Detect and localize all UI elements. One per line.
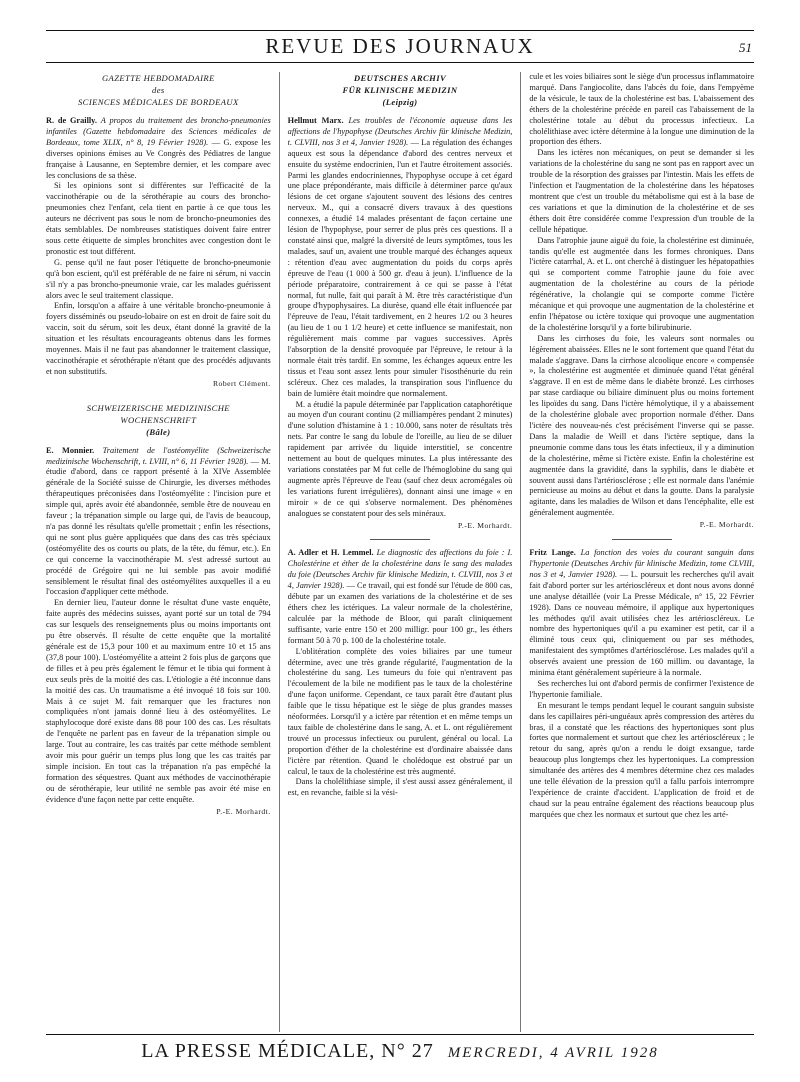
article-paragraph: Enfin, lorsqu'on a affaire à une véritable broncho-pneumonie à foyers disséminés ou pseudo-lobaire on est en droit de faire soit du vaccin, soit du sérum, soit les deux, étant donné la gravité de la situation et les résultats encourageants obtenus dans les formes moyennes. Mais il ne faut pas abandonner le traitement classique, vaccinothérapie et sérothérapie n'étant que des procédés adjuvants et non substitutifs.: [46, 301, 271, 376]
article-title: Traitement de l'ostéomyélite: [102, 445, 209, 455]
article-reference: (Gazette hebdomadaire des Sciences médicales de Bordeaux, tome XLIX, n° 8, 19 Février 1928).: [46, 126, 271, 147]
article-reference: (Deutsches Archiv für klinische Medizin, t. CLVIII, nos 3 et 4, Janvier 1928).: [287, 126, 513, 147]
article-paragraph: cule et les voies biliaires sont le siège d'un processus inflammatoire marqué. Dans l'angiocolite, dans l'abcès du foie, dans l'empyème de la vésicule, le taux de la cholestérine est bas. L'abaissement des éthers de la cholestérine précède en pareil cas l'abaissement de la cholestérine totale au début du processus infectieux. La cholélithiase avec ictère détermine à la longue une diminution de la proportion des éthers.: [529, 72, 755, 147]
article-paragraph: En mesurant le temps pendant lequel le courant sanguin subsiste dans les capillaires péri-unguéaux après compression des artères du bras, il a constaté que les réactions des hypertoniques sont plus fortes que normalement et surtout que chez les artérioscléreux ; le retour du sang, après qu'on a rendu le doigt exsangue, tarde beaucoup plus longtemps chez les hypertoniques. La compression simultanée des artères des 4 membres détermine chez ces malades une telle élévation de la pression qu'il a fallu parfois interrompre l'expérience de crainte d'accident. L'application de froid et de chaud sur la peau entraîne également des réactions beaucoup plus marquées que chez les normaux et surtout que chez les arté-: [529, 700, 755, 819]
article-divider: [612, 539, 672, 540]
journal-heading-line: SCIENCES MÉDICALES DE BORDEAUX: [77, 97, 239, 107]
article-signature: P.-E. Morhardt.: [458, 520, 513, 530]
article-paragraph: Dans les ictères non mécaniques, on peut se demander si les variations de la cholestérine du sang ne sont pas en rapport avec un trouble de la résorption des graisses par l'intestin. Mais les effets de l'infection et l'augmentation de la cholestérine dans les hépatoses montrent que c'est un trouble du métabolisme qui est à la base de ces variations et que la diminution de la cholestérine et de ses éthers doit être considérée comme l'expression d'un trouble de la cellule hépatique.: [529, 148, 755, 234]
column-2: [279, 72, 513, 1032]
footer-date: MERCREDI, 4 AVRIL 1928: [447, 1045, 659, 1061]
article-author: E. Monnier.: [46, 445, 95, 455]
article-reference: (Deutsches Archiv für klinische Medizin, tome CLVIII, nos 3 et 4, Janvier 1928).: [529, 558, 755, 579]
article-signature: P.-E. Morhardt.: [216, 806, 271, 816]
article-text: — La régulation des échanges aqueux est sous la dépendance d'abord des centres nerveux et ensuite du système endocrinien, l'un et l'autre étroitement associés. Parmi les glandes endocriniennes, l'hypophyse occupe à cet égard une place prépondérante, mais difficile à déterminer parce qu'aux lésions de cet organe s'ajoutent souvent des lésions des centres nerveux. M., qui a consacré divers travaux à des questions connexes, a étudié 14 malades présentant de façon certaine une lésion de l'hypophyse, pour serrer de plus près ces questions. Il a constaté ainsi que, malgré la diversité de leurs symptômes, tous les malades, sauf un, avaient une trouble marqué des échanges aqueux : rétention d'eau avec augmentation du poids du corps après épreuve de l'eau (1 000 à 500 gr. d'eau à jeun). L'influence de la période préparatoire, contrairement à ce qui se passe à l'état normal, fut nulle, fait qui paraît à M. être très caractéristique d'un groupe d'hypophysaires. La diurèse, quand elle était influencée par l'épreuve de l'eau, l'était tardivement, en 2 heures 1/2 ou 3 heures (au lieu de 1 ou 1 1/2 heure) et cette influence se manifestait, non régulièrement mais comme par vagues successives. Après l'absorption de la densité provoquée par l'épreuve, le retour à la normale était très tardif. En somme, les échanges aqueux entre les tissus et l'eau sont assez lents pour simuler l'isosthénurie du rein scléreux. Chez ces malades, la transpiration sous l'influence du bain de lumière était moindre que normalement.: [287, 137, 513, 398]
page-footer: [46, 1040, 754, 1066]
journal-heading-line: WOCHENSCHRIFT: [120, 414, 197, 425]
column-3: [520, 72, 754, 1032]
footer-journal: LA PRESSE MÉDICALE, N° 27: [141, 1040, 434, 1062]
article-paragraph: Dans la cholélithiase simple, il s'est aussi assez généralement, il est, en revanche, faible si la vési-: [287, 777, 513, 798]
journal-heading-line: GAZETTE HEBDOMADAIRE: [101, 73, 215, 83]
page-number: 51: [739, 40, 752, 55]
article-paragraph: Ses recherches lui ont d'abord permis de confirmer l'existence de l'hypertonie familiale.: [529, 678, 755, 699]
article-signature: P.-E. Morhardt.: [699, 520, 755, 530]
article-text: — Ce travail, qui est fondé sur l'étude de 800 cas, débute par un examen des variations de la cholestérine et de ses éthers chez les ictériques. La valeur normale de la cholestérine, calculée par la méthode de Bloor, qui paraît cliniquement suffisante, varie entre 150 et 200 milligr. pour 100 gr., les éthers formant 50 à 70 p. 100 de la cholestérine totale.: [287, 581, 513, 645]
article-paragraph: [288, 116, 513, 400]
journal-heading-line: FÜR KLINISCHE MEDIZIN: [342, 85, 458, 95]
article-paragraph: Dans les cirrhoses du foie, les valeurs sont normales ou légèrement abaissées. Elles ne le sont fortement que quand l'état du malade s'aggrave. Dans la cirrhose alcoolique encore « compensée », la cholestérine est augmentée et diminuée quand l'état général s'aggrave. Il en est de même dans le diabète bronzé. Les cirrhoses par stase cardiaque ou biliaire diminuent plus ou moins fortement les lipoïdes du sang. Dans l'ictère hémolytique, il y a abaissement de la cholestérine globale avec proportion normale d'éther. Dans l'ictère des nouveau-nés c'est précisément l'inverse qui se passe. Dans la maladie de Weill et dans l'ictère septique, dans la pneumonie comme dans tous les états infectieux, il y a diminution de la cholestérine, même si l'ictère existe. Enfin la cholestérine est augmentée dans la gravidité, dans la syphilis, dans le diabète et souvent aussi dans l'artériosclérose ; elle est normale dans l'anémie pernicieuse au moins au début et dans la goutte. Dans la paralysie agitante, dans les maladies de Wilson et dans l'encéphalite, elle est généralement augmentée.: [529, 333, 755, 518]
article-author: R. de Grailly.: [46, 116, 97, 125]
page-title: REVUE DES JOURNAUX: [265, 34, 535, 58]
article-title: La fonction des voies du courant sanguin dans l'hypertonie: [529, 548, 755, 568]
article-text: — M. étudie d'abord, dans ce rapport présenté à la XIVe Assemblée générale de la Société suisse de Chirurgie, les diverses méthodes thérapeutiques préconisées dans l'ostéomyélite : l'incision pure et simple qui, après avoir été abandonnée, semble être de nouveau en faveur ; la trépanation simple ou large qui, de l'avis de beaucoup, n'a pas donné les résultats qu'elle promettait ; enfin les résections, qui ne sont plus guère appliquées que dans des cas très spéciaux (ostéomyélite des os courts ou plats, de la tête, du fémur, etc.). En ce qui concerne la vaccinothérapie M. s'est adressé surtout au procédé de Grégoire qui ne lui semble pas avoir modifié sensiblement le résultat final des ostéomyélites auxquelles il a eu l'occasion d'appliquer cette méthode.: [46, 456, 271, 597]
journal-heading-line: DEUTSCHES ARCHIV: [353, 73, 447, 83]
article-paragraph: L'oblitération complète des voies biliaires par une tumeur détermine, avec une très grande régularité, l'augmentation de la cholestérine du sang. Les tumeurs du foie qui n'entravent pas l'écoulement de la bile ne modifient pas le taux de la cholestérine d'une façon uniforme. Cependant, ce taux paraît être d'autant plus faible que le tissu hépatique est le siège de plus grandes masses néoformées. Lorsqu'il y a ictère par rétention et en même temps un taux faible de cholestérine dans le sang, A. et L. ont régulièrement trouvé un processus infectieux ou purulent, général ou local. La proportion d'éther de la cholestérine est d'ordinaire abaissée dans l'ictère par rétention. Quand le cholédoque est obstrué par un calcul, le taux de la cholestérine est très augmenté.: [287, 646, 513, 776]
article-paragraph: En dernier lieu, l'auteur donne le résultat d'une vaste enquête, faite auprès des médecins suisses, ayant porté sur un total de 794 cas sur lesquels des renseignements plus ou moins importants ont pu être observés. Il résulte de cette enquête que la mortalité générale est de 15,3 pour 100 et au maximum entre 10 et 15 ans (37,8 pour 100). L'ostéomyélite a atteint 2 fois plus de garçons que de filles et à peu près également le fémur et le tibia qui forment à eux seuls près de la moitié des cas. L'étiologie a été inconnue dans la moitié des cas. Un traumatisme a été invoqué 18 fois sur 100. Mais à ce sujet M. fait remarquer que les fractures non compliquées n'ont jamais donné lieu à des ostéomyélites. Le staphylocoque doré existe dans 88 pour 100 des cas. Les résultats de l'enquête ne parlent pas en faveur de la trépanation simple ou large. Tout au contraire, les cas traités par cette méthode semblent avoir mis pour guérir un temps plus long que les cas traités par simple incision. En tout cas la trépanation n'a pas empêché la formation des séquestres. Quant aux méthodes de vaccinothérapie ou de sérothérapie, leur utilité ne semble pas avoir été mise en évidence d'une façon nette par cette enquête.: [46, 598, 271, 804]
article-title: Les troubles de l'économie aqueuse dans les affections de l'hypophyse: [287, 116, 513, 136]
article-paragraph: Si les opinions sont si différentes sur l'efficacité de la vaccinothérapie ou de la sérothérapie au cours des broncho-pneumonies chez l'enfant, cela tient en partie à ce que tous les auteurs ne décrivent pas sous le nom de broncho-pneumonies des états semblables. De nombreuses statistiques doivent faire entrer sous cette étiquette de simples bronchites avec congestion dont le pronostic est tout différent.: [46, 181, 271, 256]
journal-heading-deutsches-archiv: [288, 72, 513, 108]
article-text: — L. poursuit les recherches qu'il avait fait d'abord porter sur les artérioscléreux et dont nous avons donné une analyse détaillée (voir La Presse Médicale, n° 15, 22 Février 1928). Dans ce nouveau mémoire, il applique aux hypertoniques les méthodes qu'il avait utilisées chez les artérioscléreux. Le nombre des hypertoniques qu'il a pu examiner est petit, car il a éliminé tous ceux qui, cliniquement ou par ses méthodes, manifestaient des symptômes d'artériosclérose. Les malades qu'il a observés avaient une pression de 160 millim. ou davantage, la minima étant généralement supérieure à la normale.: [529, 569, 755, 678]
article-reference: (Schweizerische medizinische Wochenschrift, t. LVIII, n° 6, 11 Février 1928).: [46, 445, 271, 466]
article-author: Hellmut Marx.: [287, 116, 344, 125]
article-paragraph: M. a étudié la papule déterminée par l'application cataphorétique au moyen d'un courant continu (2 milliampères pendant 2 minutes) d'une solution d'histamine à 1 : 10.000, sans noter de résultats très nets. Par contre le sang du lobule de l'oreille, au lieu de se diluer rapidement par arrivée du liquide interstitiel, se concentre nettement au bout de quelques minutes. La plus intéressante des variations constatées par M fut celle de l'hémoglobine du sang qui augmente après l'épreuve de l'eau (sauf chez deux acromégales où les variations furent irrégulières), donnant ainsi une image « en miroir » de ce qui s'observe normalement. Des phénomènes analogues se constatent pour des sels minéraux.: [287, 399, 513, 518]
section-gap: [46, 390, 271, 402]
journal-heading-schweiz: [46, 402, 271, 438]
article-paragraph: [529, 548, 754, 679]
journal-heading-line: des: [152, 85, 165, 95]
article-divider: [370, 539, 430, 540]
journal-heading-city: (Leipzig): [382, 97, 418, 107]
article-paragraph: G. pense qu'il ne faut poser l'étiquette de broncho-pneumonie qu'à bon escient, qu'il est préférable de ne faire ni sérum, ni vaccin s'il n'y a pas broncho-pneumonie vraie, car les malades guérissent alors avec le seul traitement classique.: [46, 257, 271, 300]
article-author: Fritz Lange.: [529, 548, 576, 558]
footer-rule: [46, 1034, 754, 1035]
journal-heading-city: (Bâle): [146, 426, 171, 437]
article-paragraph: Dans l'atrophie jaune aiguë du foie, la cholestérine est diminuée, tandis qu'elle est augmentée dans les formes chroniques. Dans l'ictère catarrhal, A. et L. ont cherché à distinguer les hépatopathies qui se comportent comme l'atrophie jaune du foie avec augmentation de la cholestérine au cours de la période régénérative, la cholangie qui se comporte comme l'ictère mécanique et qui provoque une augmentation de la cholestérine et enfin l'hépatose ou ictère toxique qui provoque une augmentation de la cholestérine lorsqu'il y a forte bilirubinurie.: [529, 235, 755, 332]
article-title: Le diagnostic des affections du foie : I. Cholestérine et éther de la cholestérine dans le sang des malades du foie: [287, 548, 513, 580]
columns: [46, 72, 754, 1032]
header-rule-top: [46, 30, 754, 31]
column-1: [46, 72, 271, 1032]
article-author: A. Adler et H. Lemmel.: [287, 548, 374, 558]
article-signature: Robert Clément.: [212, 378, 271, 388]
article-paragraph: [288, 548, 513, 646]
article-paragraph: [46, 116, 271, 181]
journal-heading-line: SCHWEIZERISCHE MEDIZINISCHE: [86, 402, 230, 413]
article-reference: (Deutsches Archiv für klinische Medizin, t. CLVIII, nos 3 et 4, Janvier 1928).: [287, 570, 513, 591]
journal-heading-gazette: [46, 72, 271, 108]
article-title: A propos du traitement des broncho-pneumonies infantiles: [46, 116, 271, 136]
article-text: — G. expose les diverses opinions émises au Ve Congrès des Pédiatres de langue française à Lausanne, en Septembre dernier, et les compare avec les conclusions de sa thèse.: [46, 137, 271, 180]
header-rule-bottom: [46, 62, 754, 63]
article-paragraph: [46, 446, 271, 599]
